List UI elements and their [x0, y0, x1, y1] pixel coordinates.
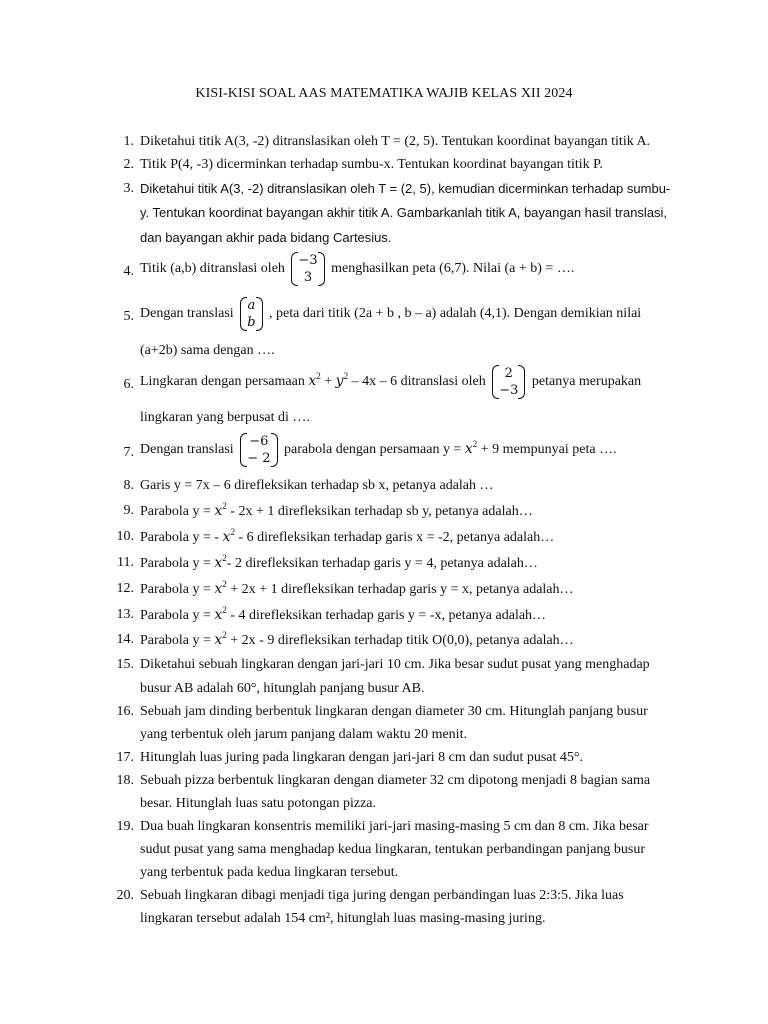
text: + 2x + 1 direfleksikan terhadap garis y = x, petanya adalah… [226, 582, 574, 597]
question-4 [140, 252, 574, 286]
item-number: 7. [123, 445, 134, 460]
exponent: 2 [230, 527, 235, 537]
item-number: 9. [123, 503, 134, 518]
question-20-line-2: lingkaran tersebut adalah 154 cm², hitunglah luas masing-masing juring. [140, 911, 546, 926]
question-20-line-1: Sebuah lingkaran dibagi menjadi tiga juring dengan perbandingan luas 2:3:5. Jika luas [140, 888, 624, 903]
translation-vector [291, 252, 324, 286]
question-8: Garis y = 7x – 6 direfleksikan terhadap sb x, petanya adalah … [140, 478, 494, 493]
question-3-line-1: Diketahui titik A(3, -2) ditranslasikan oleh T = (2, 5), kemudian dicerminkan terhadap sumbu- [140, 181, 671, 196]
math-var: x [464, 441, 473, 458]
question-9 [140, 502, 533, 521]
vector-bottom: −3 [499, 383, 519, 398]
question-16-line-1: Sebuah jam dinding berbentuk lingkaran dengan diameter 30 cm. Hitunglah panjang busur [140, 704, 648, 719]
item-number: 12. [116, 581, 134, 596]
math-var: x [214, 555, 223, 571]
question-2: Titik P(4, -3) dicerminkan terhadap sumbu-x. Tentukan koordinat bayangan titik P. [140, 157, 603, 172]
question-3-line-3: dan bayangan akhir pada bidang Cartesius. [140, 230, 392, 245]
translation-vector [240, 297, 262, 331]
exponent: 2 [222, 501, 227, 511]
exponent: 2 [343, 371, 349, 382]
item-number: 2. [123, 157, 134, 172]
item-number: 18. [116, 773, 134, 788]
question-15-line-1: Diketahui sebuah lingkaran dengan jari-jari 10 cm. Jika besar sudut pusat yang menghadap [140, 657, 650, 672]
question-19-line-1: Dua buah lingkaran konsentris memiliki jari-jari masing-masing 5 cm dan 8 cm. Jika besar [140, 819, 649, 834]
question-19-line-3: yang terbentuk pada kedua lingkaran tersebut. [140, 865, 399, 880]
question-6-text: Lingkaran dengan persamaan [140, 374, 305, 390]
question-6-text-mid: – 4x – 6 ditranslasi oleh [348, 374, 486, 390]
text: Parabola y = [140, 582, 215, 597]
question-16-line-2: yang terbentuk oleh jarum panjang dalam waktu 20 menit. [140, 727, 467, 742]
question-19-line-2: sudut pusat yang sama menghadap kedua lingkaran, tentukan perbandingan panjang busur [140, 842, 646, 857]
question-5-text-end: , peta dari titik (2a + b , b – a) adalah (4,1). Dengan demikian nilai [269, 306, 642, 322]
exponent: 2 [222, 630, 227, 640]
text: Parabola y = - [140, 530, 223, 545]
text: Parabola y = [140, 556, 215, 571]
question-3-line-2: y. Tentukan koordinat bayangan akhir titik A. Gambarkanlah titik A, bayangan hasil translasi, [140, 205, 668, 220]
document-title: KISI-KISI SOAL AAS MATEMATIKA WAJIB KELAS XII 2024 [195, 86, 573, 101]
translation-vector [240, 433, 277, 467]
item-number: 20. [116, 888, 134, 903]
vector-bottom: b [247, 315, 256, 330]
text: - 6 direfleksikan terhadap garis x = -2, petanya adalah… [234, 530, 555, 545]
question-7-text-mid: parabola dengan persamaan y = [284, 442, 465, 458]
question-15-line-2: busur AB adalah 60°, hitunglah panjang busur AB. [140, 681, 425, 696]
item-number: 14. [116, 632, 134, 647]
exponent: 2 [222, 605, 227, 615]
question-4-text: Titik (a,b) ditranslasi oleh [140, 261, 285, 277]
question-6-line-2: lingkaran yang berpusat di …. [140, 410, 310, 425]
exponent: 2 [472, 439, 478, 450]
vector-bottom: − 2 [247, 451, 271, 466]
item-number: 11. [117, 555, 134, 570]
question-14 [140, 631, 574, 650]
item-number: 17. [116, 750, 134, 765]
math-var: y [335, 373, 344, 390]
question-7 [140, 433, 617, 467]
item-number: 5. [123, 309, 134, 324]
question-13 [140, 606, 546, 625]
item-number: 8. [123, 478, 134, 493]
item-number: 16. [116, 704, 134, 719]
text: - 2 direfleksikan terhadap garis y = 4, petanya adalah… [226, 556, 538, 571]
math-var: x [308, 373, 317, 390]
question-6-text-end: petanya merupakan [531, 374, 642, 390]
item-number: 1. [123, 134, 134, 149]
item-number: 13. [116, 607, 134, 622]
vector-top: −6 [249, 434, 269, 449]
question-5-text: Dengan translasi [140, 306, 234, 322]
question-18-line-2: besar. Hitunglah luas satu potongan pizza. [140, 796, 376, 811]
question-4-text-end: menghasilkan peta (6,7). Nilai (a + b) = …. [331, 261, 575, 277]
text: + 2x - 9 direfleksikan terhadap titik O(0,0), petanya adalah… [226, 633, 574, 648]
text: Parabola y = [140, 633, 215, 648]
question-7-text-end: + 9 mempunyai peta …. [477, 442, 617, 458]
text: Parabola y = [140, 504, 215, 519]
item-number: 15. [116, 657, 134, 672]
math-var: x [214, 503, 223, 519]
question-5-line-2: (a+2b) sama dengan …. [140, 343, 275, 358]
item-number: 3. [123, 181, 134, 196]
question-7-text: Dengan translasi [140, 442, 234, 458]
math-var: x [214, 581, 223, 597]
text: - 4 direfleksikan terhadap garis y = -x, petanya adalah… [226, 608, 547, 623]
math-var: x [222, 529, 231, 545]
item-number: 6. [123, 377, 134, 392]
exponent: 2 [222, 579, 227, 589]
question-12 [140, 580, 574, 599]
text: Parabola y = [140, 608, 215, 623]
exponent: 2 [222, 553, 227, 563]
question-18-line-1: Sebuah pizza berbentuk lingkaran dengan diameter 32 cm dipotong menjadi 8 bagian sama [140, 773, 651, 788]
vector-top: −3 [298, 253, 318, 268]
exponent: 2 [316, 371, 321, 382]
item-number: 10. [116, 529, 134, 544]
question-6 [140, 365, 641, 399]
question-1: Diketahui titik A(3, -2) ditranslasikan oleh T = (2, 5). Tentukan koordinat bayangan titik A. [140, 134, 651, 149]
vector-top: a [247, 298, 256, 313]
vector-top: 2 [504, 366, 513, 381]
math-var: x [214, 607, 223, 623]
question-11 [140, 554, 538, 573]
question-5 [140, 297, 641, 331]
translation-vector [492, 365, 525, 399]
math-var: x [214, 632, 223, 648]
item-number: 4. [123, 264, 134, 279]
question-10 [140, 528, 554, 547]
vector-bottom: 3 [303, 270, 313, 285]
question-17: Hitunglah luas juring pada lingkaran dengan jari-jari 8 cm dan sudut pusat 45°. [140, 750, 583, 765]
item-number: 19. [116, 819, 134, 834]
text: - 2x + 1 direfleksikan terhadap sb y, petanya adalah… [226, 504, 533, 519]
math-op: + [320, 374, 336, 390]
